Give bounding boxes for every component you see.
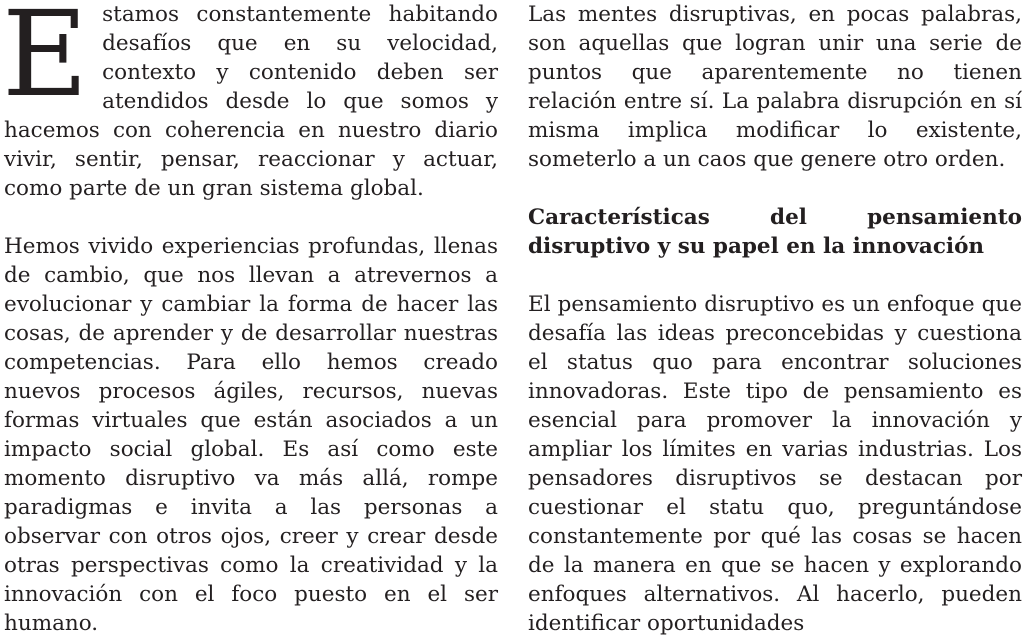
disruptive-thinking-paragraph: El pensamiento disruptivo es un enfoque que desafía las ideas preconcebidas y cuestiona el status quo para encontrar soluciones innovadoras. Este tipo de pensamiento es esencial para promover la innovación y ampliar los límites en varias industrias. Los pensadores disruptivos se destacan por cuestionar el statu quo, preguntándose constantemente por qué las cosas se hacen de la manera en que se hacen y explorando enfoques alternativos. Al hacerlo, pueden identificar oportunidades — [528, 292, 1022, 636]
intro-paragraph — [4, 0, 498, 203]
drop-cap-letter: E — [2, 0, 89, 123]
right-column — [528, 0, 1022, 638]
intro-paragraph-text: stamos constantemente habitando desafíos que en su velocidad, contexto y contenido deben ser atendidos desde lo que somos y hacemos con coherencia en nuestro diario vivir, sentir, pensar, reaccionar y actuar, como parte de un gran sistema global. — [4, 2, 498, 201]
experiences-paragraph: Hemos vivido experiencias profundas, llenas de cambio, que nos llevan a atrevernos a evolucionar y cambiar la forma de hacer las cosas, de aprender y de desarrollar nuestras competencias. Para ello hemos creado nuevos procesos ágiles, recursos, nuevas formas virtuales que están asociados a un impacto social global. Es así como este momento disruptivo va más allá, rompe paradigmas e invita a las personas a observar con otros ojos, creer y crear desde otras perspectivas como la creatividad y la innovación con el foco puesto en el ser humano. — [4, 234, 498, 636]
paragraph-spacer — [528, 174, 1022, 203]
disruptive-minds-paragraph: Las mentes disruptivas, en pocas palabras, son aquellas que logran unir una serie de puntos que aparentemente no tienen relación entre sí. La palabra disrupción en sí misma implica modificar lo existente, someterlo a un caos que genere otro orden. — [528, 2, 1022, 172]
left-column — [4, 0, 498, 638]
paragraph-spacer — [528, 261, 1022, 290]
paragraph-spacer — [4, 203, 498, 232]
section-heading: Características del pensamiento disruptivo y su papel en la innovación — [528, 205, 1022, 259]
